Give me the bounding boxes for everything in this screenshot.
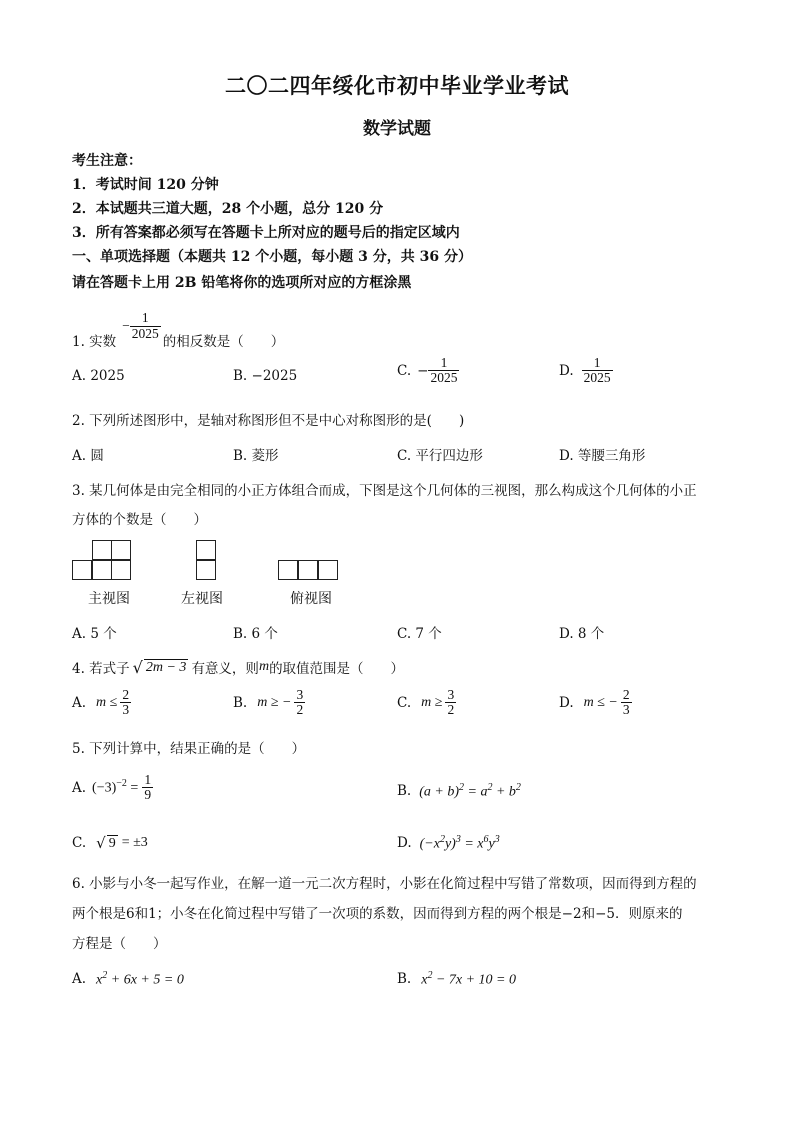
q3-option-d: D. 8 个 <box>559 626 605 642</box>
left-view-caption: 左视图 <box>181 591 223 607</box>
question-4-stem <box>72 657 404 677</box>
option-label: C. <box>397 362 412 379</box>
option-label: B. <box>397 783 412 800</box>
question-6-stem-line3: 方程是（ ） <box>72 936 167 952</box>
fraction-denominator: 2025 <box>131 325 159 341</box>
option-label: B. <box>397 971 412 988</box>
q4-option-d <box>559 688 632 717</box>
q4-mid: 有意义，则 <box>191 661 259 677</box>
math-expr: $x^2 + 6x + 5 = 0$ <box>96 970 184 988</box>
question-2-stem: 2. 下列所述图形中，是轴对称图形但不是中心对称图形的是( ) <box>72 413 465 429</box>
math-expr: m ≥ <box>421 694 443 710</box>
q4-option-b <box>233 688 305 717</box>
sqrt-sign: √ <box>96 834 106 852</box>
question-3-stem-line2: 方体的个数是（ ） <box>72 512 207 528</box>
question-3-stem-line1: 3. 某几何体是由完全相同的小正方体组合而成，下图是这个几何体的三视图，那么构成这个几何体的小正 <box>72 483 697 499</box>
page-subtitle: 数学试题 <box>363 119 431 139</box>
q3-option-a: A. 5 个 <box>72 626 117 642</box>
math-expr: $(a + b)^2 = a^2 + b^2$ <box>419 782 521 800</box>
fraction: $\frac{3}{2}$ <box>447 687 455 718</box>
math-expr: $x^2 - 7x + 10 = 0$ <box>421 970 516 988</box>
option-label: D. <box>559 362 574 379</box>
minus-sign: − <box>417 362 429 379</box>
option-label: C. <box>72 835 87 851</box>
sqrt-radicand: 2m − 3 <box>145 659 187 675</box>
q6-option-a <box>72 970 184 989</box>
option-label: A. <box>72 779 87 796</box>
option-label: D. <box>559 694 574 711</box>
q4-variable: m <box>258 659 270 674</box>
math-expr: $(-x^2y)^3 = x^6y^3$ <box>419 834 500 852</box>
question-6-stem-line2: 两个根是6和1；小冬在化简过程中写错了一次项的系数，因而得到方程的两个根是−2和−5．则原来的 <box>72 906 683 922</box>
notice-item: 1．考试时间 120 分钟 <box>72 177 219 193</box>
fraction: $\frac{3}{2}$ <box>296 687 304 718</box>
math-expr: m ≥ − <box>257 694 292 710</box>
option-label: B. <box>233 694 248 711</box>
q1-option-a: A. 2025 <box>72 368 125 384</box>
q1-c-fraction <box>428 356 459 385</box>
q1-fraction <box>130 311 161 340</box>
q1-option-c <box>397 356 459 385</box>
notice-item: 2．本试题共三道大题，28 个小题，总分 120 分 <box>72 201 384 217</box>
option-label: A. <box>72 971 87 988</box>
sqrt-radicand: 9 <box>108 835 116 851</box>
notice-item: 3．所有答案都必须写在答题卡上所对应的题号后的指定区域内 <box>72 225 460 241</box>
q1-d-fraction <box>582 356 613 385</box>
fraction: $\frac{2}{3}$ <box>622 687 630 718</box>
fraction-numerator: 1 <box>440 355 448 370</box>
q1-prefix: 1. 实数 <box>72 334 117 350</box>
q2-option-a: A. 圆 <box>72 448 104 464</box>
q2-option-b: B. 菱形 <box>233 448 279 464</box>
q3-option-c: C. 7 个 <box>397 626 442 642</box>
q2-option-c: C. 平行四边形 <box>397 448 483 464</box>
q1-option-d <box>559 356 613 385</box>
fraction: $\frac{1}{9}$ <box>144 772 152 803</box>
question-5-stem: 5. 下列计算中，结果正确的是（ ） <box>72 741 306 757</box>
q6-option-b <box>397 970 516 989</box>
math-expr: m ≤ <box>96 694 118 710</box>
q1-option-b: B. −2025 <box>233 368 298 384</box>
fraction-numerator: 1 <box>593 355 601 370</box>
fraction-numerator: 1 <box>141 310 149 326</box>
q5-option-b <box>397 782 521 801</box>
q5-option-a <box>72 773 153 802</box>
math-expr: = ±3 <box>121 835 148 850</box>
math-expr: m ≤ − <box>583 694 618 710</box>
q4-suffix: 的取值范围是（ ） <box>269 661 405 677</box>
front-view-caption: 主视图 <box>88 591 130 607</box>
section-instruction: 请在答题卡上用 2B 铅笔将你的选项所对应的方框涂黑 <box>72 275 412 291</box>
q1-suffix: 的相反数是（ ） <box>162 334 285 350</box>
q5-option-c <box>72 834 148 852</box>
section-heading: 一、单项选择题（本题共 12 个小题，每小题 3 分，共 36 分） <box>72 249 472 265</box>
fraction-denominator: 2025 <box>583 370 611 386</box>
q4-option-a <box>72 688 131 717</box>
option-label: D. <box>397 835 412 852</box>
q4-prefix: 4. 若式子 <box>72 661 130 677</box>
q2-option-d: D. 等腰三角形 <box>559 448 646 464</box>
notice-heading: 考生注意： <box>72 153 142 169</box>
q4-option-c <box>397 688 456 717</box>
option-label: C. <box>397 694 412 711</box>
minus-sign: − <box>122 318 130 333</box>
top-view-caption: 俯视图 <box>290 591 332 607</box>
sqrt-sign: √ <box>132 657 143 677</box>
page-title: 二〇二四年绥化市初中毕业学业考试 <box>225 73 569 98</box>
q3-option-b: B. 6 个 <box>233 626 278 642</box>
question-6-stem-line1: 6. 小影与小冬一起写作业，在解一道一元二次方程时，小影在化简过程中写错了常数项，因而得到方程的 <box>72 876 697 892</box>
option-label: A. <box>72 694 87 711</box>
q5-option-d <box>397 834 500 853</box>
fraction: $\frac{2}{3}$ <box>122 687 130 718</box>
question-1-stem <box>72 302 284 350</box>
fraction-denominator: 2025 <box>430 370 458 386</box>
math-expr: $(-3)^{-2}$ = <box>92 778 139 796</box>
